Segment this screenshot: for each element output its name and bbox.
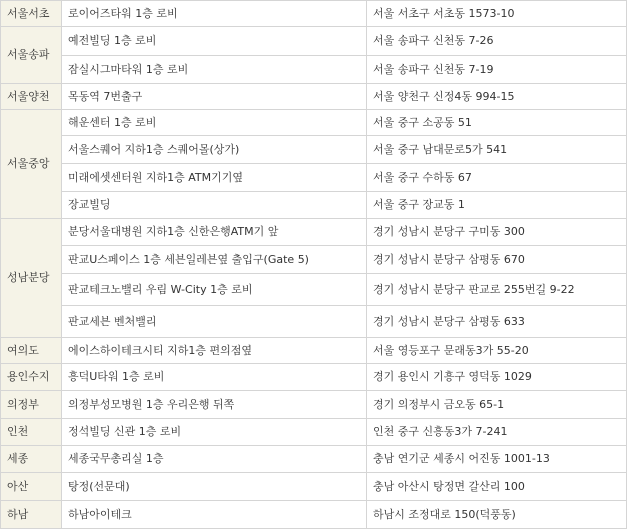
address-cell: 서울 송파구 신천동 7-19 bbox=[367, 56, 627, 84]
table-row bbox=[1, 246, 627, 274]
table-row bbox=[1, 84, 627, 110]
region-cell: 서울양천 bbox=[1, 84, 62, 110]
place-cell: 서울스퀘어 지하1층 스퀘어몰(상가) bbox=[62, 136, 367, 164]
region-cell: 아산 bbox=[1, 473, 62, 501]
place-cell: 의정부성모병원 1층 우리은행 뒤쪽 bbox=[62, 391, 367, 419]
address-cell: 경기 용인시 기흥구 영덕동 1029 bbox=[367, 364, 627, 391]
address-cell: 하남시 조정대로 150(덕풍동) bbox=[367, 501, 627, 529]
place-cell: 로이어즈타워 1층 로비 bbox=[62, 1, 367, 27]
place-cell: 해운센터 1층 로비 bbox=[62, 110, 367, 136]
table-row bbox=[1, 306, 627, 338]
region-cell: 용인수지 bbox=[1, 364, 62, 391]
place-cell: 예전빌딩 1층 로비 bbox=[62, 27, 367, 56]
table-row bbox=[1, 501, 627, 529]
place-cell: 탕정(선문대) bbox=[62, 473, 367, 501]
place-cell: 판교테크노밸리 우림 W-City 1층 로비 bbox=[62, 274, 367, 306]
address-cell: 서울 중구 남대문로5가 541 bbox=[367, 136, 627, 164]
place-cell: 미래에셋센터원 지하1층 ATM기기옆 bbox=[62, 164, 367, 192]
table-row bbox=[1, 164, 627, 192]
place-cell: 흥덕U타워 1층 로비 bbox=[62, 364, 367, 391]
place-cell: 장교빌딩 bbox=[62, 192, 367, 219]
region-cell: 여의도 bbox=[1, 338, 62, 364]
region-cell: 서울서초 bbox=[1, 1, 62, 27]
address-cell: 인천 중구 신흥동3가 7-241 bbox=[367, 419, 627, 446]
table-row bbox=[1, 338, 627, 364]
table-row bbox=[1, 27, 627, 56]
table-row bbox=[1, 419, 627, 446]
place-cell: 세종국무총리실 1층 bbox=[62, 446, 367, 473]
place-cell: 분당서울대병원 지하1층 신한은행ATM기 앞 bbox=[62, 219, 367, 246]
place-cell: 잠실시그마타워 1층 로비 bbox=[62, 56, 367, 84]
address-cell: 경기 성남시 분당구 판교로 255번길 9-22 bbox=[367, 274, 627, 306]
region-cell: 세종 bbox=[1, 446, 62, 473]
place-cell: 판교세븐 벤처밸리 bbox=[62, 306, 367, 338]
place-cell: 에이스하이테크시티 지하1층 편의점옆 bbox=[62, 338, 367, 364]
address-cell: 서울 양천구 신정4동 994-15 bbox=[367, 84, 627, 110]
address-cell: 경기 의정부시 금오동 65-1 bbox=[367, 391, 627, 419]
address-cell: 서울 송파구 신천동 7-26 bbox=[367, 27, 627, 56]
region-cell: 인천 bbox=[1, 419, 62, 446]
table-row bbox=[1, 192, 627, 219]
region-cell: 서울송파 bbox=[1, 27, 62, 84]
place-cell: 정석빌딩 신관 1층 로비 bbox=[62, 419, 367, 446]
table-row bbox=[1, 274, 627, 306]
table-row bbox=[1, 364, 627, 391]
table-row bbox=[1, 446, 627, 473]
address-cell: 경기 성남시 분당구 삼평동 633 bbox=[367, 306, 627, 338]
table-row bbox=[1, 473, 627, 501]
table-row bbox=[1, 219, 627, 246]
place-cell: 하남아이테크 bbox=[62, 501, 367, 529]
region-cell: 하남 bbox=[1, 501, 62, 529]
place-cell: 목동역 7번출구 bbox=[62, 84, 367, 110]
table-row bbox=[1, 1, 627, 27]
region-cell: 서울중앙 bbox=[1, 110, 62, 219]
address-cell: 충남 연기군 세종시 어진동 1001-13 bbox=[367, 446, 627, 473]
address-cell: 서울 중구 수하동 67 bbox=[367, 164, 627, 192]
address-cell: 서울 중구 장교동 1 bbox=[367, 192, 627, 219]
address-cell: 서울 서초구 서초동 1573-10 bbox=[367, 1, 627, 27]
address-cell: 서울 중구 소공동 51 bbox=[367, 110, 627, 136]
location-table-body bbox=[1, 1, 627, 529]
table-row bbox=[1, 391, 627, 419]
table-row bbox=[1, 110, 627, 136]
address-cell: 서울 영등포구 문래동3가 55-20 bbox=[367, 338, 627, 364]
region-cell: 의정부 bbox=[1, 391, 62, 419]
table-row bbox=[1, 56, 627, 84]
table-row bbox=[1, 136, 627, 164]
address-cell: 경기 성남시 분당구 구미동 300 bbox=[367, 219, 627, 246]
address-cell: 경기 성남시 분당구 삼평동 670 bbox=[367, 246, 627, 274]
region-cell: 성남분당 bbox=[1, 219, 62, 338]
place-cell: 판교U스페이스 1층 세븐일레븐옆 출입구(Gate 5) bbox=[62, 246, 367, 274]
address-cell: 충남 아산시 탕정면 갈산리 100 bbox=[367, 473, 627, 501]
